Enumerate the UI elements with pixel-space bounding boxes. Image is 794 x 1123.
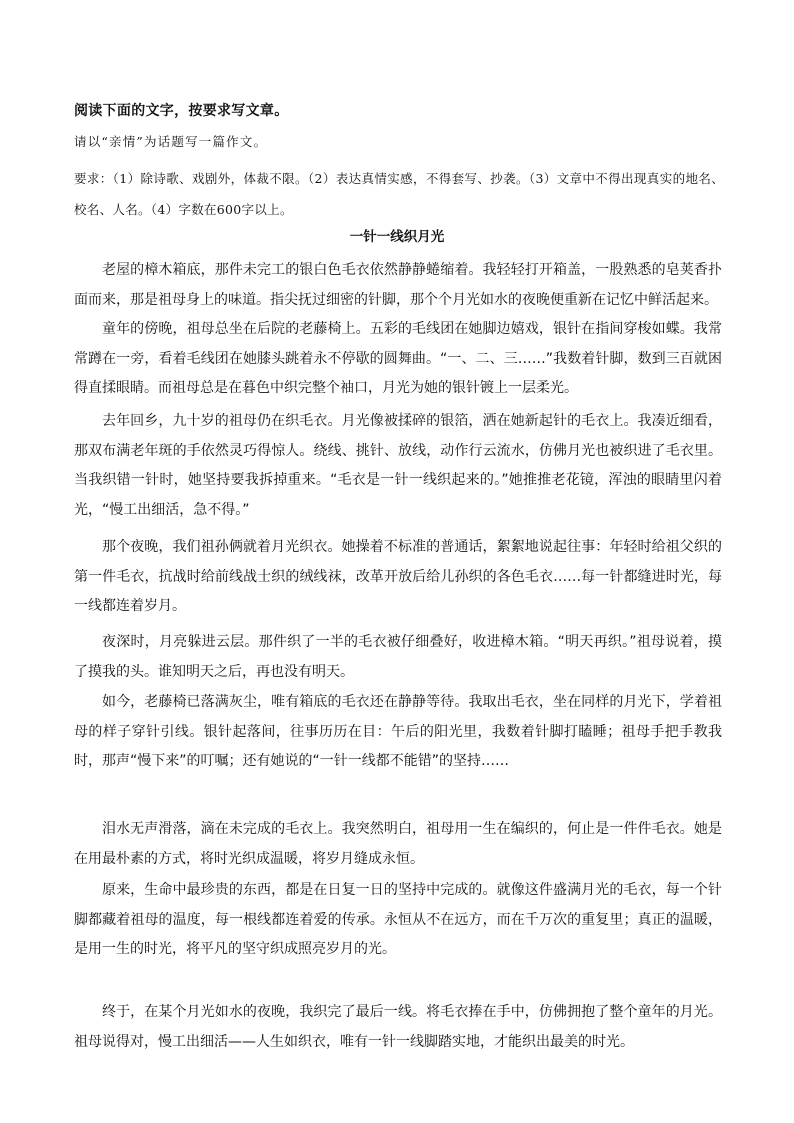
essay-title: 一针一线织月光 (349, 229, 445, 245)
instruction-requirements: 要求：（1）除诗歌、戏剧外，体裁不限。（2）表达真情实感，不得套写、抄袭。（3）文章中不得出现真实的地名、校名、人名。（4）字数在600字以上。 (74, 171, 724, 217)
instruction-heading: 阅读下面的文字，按要求写文章。 (74, 103, 289, 119)
essay-paragraph: 那个夜晚，我们祖孙俩就着月光织衣。她操着不标准的普通话，絮絮地说起往事：年轻时给祖父织的第一件毛衣，抗战时给前线战士织的绒线袜，改革开放后给儿孙织的各色毛衣……每一针都缝进时光，每一线都连着岁月。 (74, 539, 722, 614)
essay-paragraph: 童年的傍晚，祖母总坐在后院的老藤椅上。五彩的毛线团在她脚边嬉戏，银针在指间穿梭如蝶。我常常蹲在一旁，看着毛线团在她膝头跳着永不停歇的圆舞曲。“一、二、三……”我数着针脚，数到三百就困得直揉眼睛。而祖母总是在暮色中织完整个袖口，月光为她的银针镀上一层柔光。 (74, 321, 722, 396)
instruction-topic: 请以“亲情”为话题写一篇作文。 (74, 134, 268, 149)
essay-paragraph: 泪水无声滑落，滴在未完成的毛衣上。我突然明白，祖母用一生在编织的，何止是一件件毛衣。她是在用最朴素的方式，将时光织成温暖，将岁月缝成永恒。 (74, 821, 722, 867)
essay-paragraph: 去年回乡，九十岁的祖母仍在织毛衣。月光像被揉碎的银箔，洒在她新起针的毛衣上。我凑近细看，那双布满老年斑的手依然灵巧得惊人。绕线、挑针、放线，动作行云流水，仿佛月光也被织进了毛衣里。当我织错一针时，她坚持要我拆掉重来。“毛衣是一针一线织起来的。”她推推老花镜，浑浊的眼睛里闪着光，“慢工出细活，急不得。” (74, 413, 722, 518)
essay-paragraph: 如今，老藤椅已落满灰尘，唯有箱底的毛衣还在静静等待。我取出毛衣，坐在同样的月光下，学着祖母的样子穿针引线。银针起落间，往事历历在目：午后的阳光里，我数着针脚打瞌睡；祖母手把手教我时，那声“慢下来”的叮嘱；还有她说的“一针一线都不能错”的坚持…… (74, 694, 722, 769)
essay-paragraph: 终于，在某个月光如水的夜晚，我织完了最后一线。将毛衣捧在手中，仿佛拥抱了整个童年的月光。祖母说得对，慢工出细活——人生如织衣，唯有一针一线脚踏实地，才能织出最美的时光。 (74, 1004, 722, 1050)
essay-paragraph: 老屋的樟木箱底，那件未完工的银白色毛衣依然静静蜷缩着。我轻轻打开箱盖，一股熟悉的皂荚香扑面而来，那是祖母身上的味道。指尖抚过细密的针脚，那个个月光如水的夜晚便重新在记忆中鲜活起来。 (74, 262, 722, 308)
essay-paragraph: 原来，生命中最珍贵的东西，都是在日复一日的坚持中完成的。就像这件盛满月光的毛衣，每一个针脚都藏着祖母的温度，每一根线都连着爱的传承。永恒从不在远方，而在千万次的重复里；真正的温暖，是用一生的时光，将平凡的坚守织成照亮岁月的光。 (74, 882, 722, 957)
essay-paragraph: 夜深时，月亮躲进云层。那件织了一半的毛衣被仔细叠好，收进樟木箱。“明天再织。”祖母说着，摸了摸我的头。谁知明天之后，再也没有明天。 (74, 634, 722, 680)
